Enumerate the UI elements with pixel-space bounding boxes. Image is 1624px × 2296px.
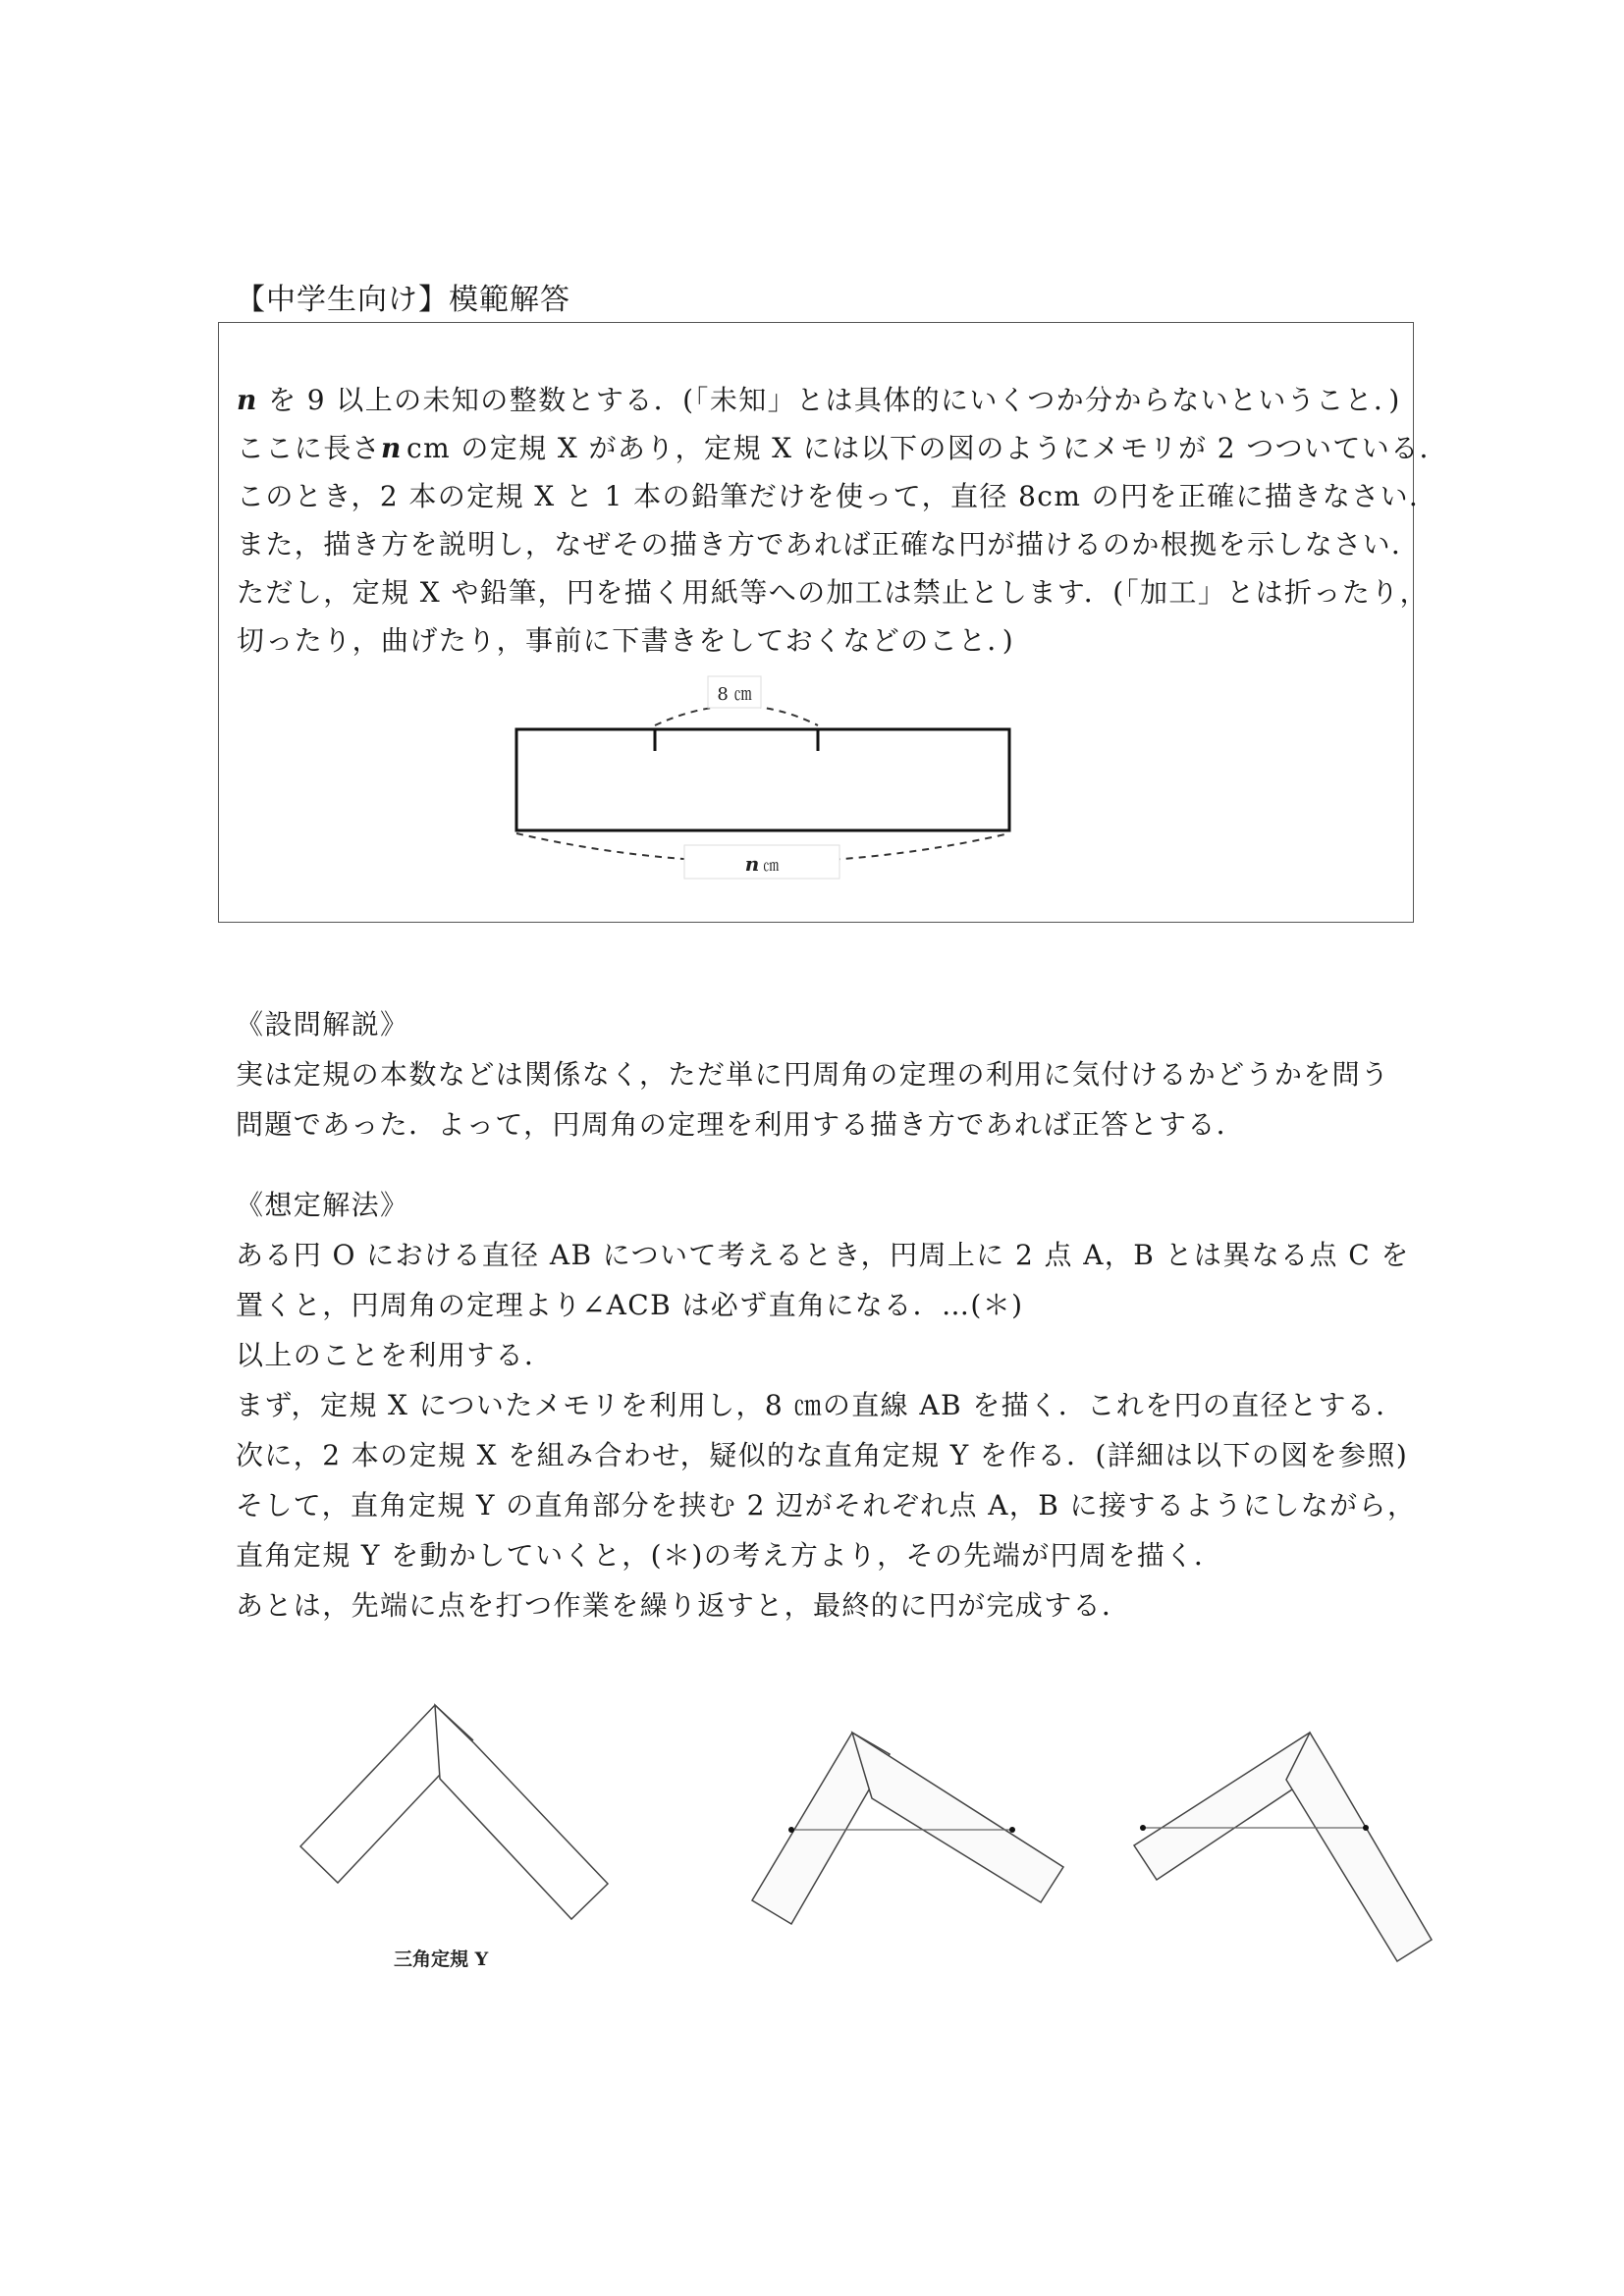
page-heading: 【中学生向け】模範解答 — [236, 283, 570, 317]
fig2-right-arm — [852, 1733, 1063, 1902]
solution-line-8: あとは，先端に点を打つ作業を繰り返すと，最終的に円が完成する． — [236, 1589, 1131, 1622]
bottom-unit: ㎝ — [763, 856, 780, 875]
solution-section — [236, 1180, 1417, 1630]
bottom-label-box — [684, 845, 839, 879]
problem-line-2: ここに長さn cm の定規 X があり，定規 X には以下の図のようにメモリが 2 つついている． — [237, 432, 1449, 464]
mark-span-arc — [655, 706, 818, 725]
problem-line-4: また，描き方を説明し，なぜその描き方であれば正確な円が描けるのか根拠を示しなさい． — [237, 528, 1421, 561]
fig2-point-b — [1009, 1827, 1015, 1833]
explanation-title: 《設問解説》 — [236, 1008, 409, 1041]
solution-line-3: 以上のことを利用する． — [236, 1339, 554, 1371]
ruler-y-right-arm — [435, 1705, 608, 1919]
bottom-var: n — [744, 852, 760, 876]
problem-box — [218, 322, 1449, 923]
problem-line-5: ただし，定規 X や鉛筆，円を描く用紙等への加工は禁止とします．(「加工」とは折ったり， — [237, 576, 1430, 609]
fig2-point-a — [788, 1827, 794, 1833]
problem-line-1: n を 9 以上の未知の整数とする．(「未知」とは具体的にいくつか分からないということ．) — [237, 384, 1401, 416]
construction-figure-2 — [752, 1733, 1063, 1924]
fig3-point-a — [1140, 1825, 1146, 1831]
top-label: 8 ㎝ — [717, 684, 752, 705]
problem-line-3: このとき，2 本の定規 X と 1 本の鉛筆だけを使って，直径 8cm の円を正確に描きなさい． — [237, 480, 1438, 512]
explanation-line-1: 実は定規の本数などは関係なく，ただ単に円周角の定理の利用に気付けるかどうかを問う — [236, 1058, 1390, 1091]
problem-line-6: 切ったり，曲げたり，事前に下書きをしておくなどのこと．) — [237, 624, 1015, 657]
figures-area — [0, 1669, 1624, 2002]
figure-caption: 三角定規 Y — [394, 1949, 489, 1970]
fig3-point-b — [1363, 1825, 1369, 1831]
solution-line-4: まず，定規 X についたメモリを利用し，8 ㎝の直線 AB を描く．これを円の直径とする． — [236, 1389, 1405, 1421]
var-n: n — [381, 432, 403, 464]
ruler-x-diagram — [219, 323, 1449, 924]
solution-line-5: 次に，2 本の定規 X を組み合わせ，疑似的な直角定規 Y を作る．(詳細は以下の図を参照) — [236, 1439, 1409, 1471]
solution-line-7: 直角定規 Y を動かしていくと，(＊)の考え方より，その先端が円周を描く． — [236, 1539, 1223, 1572]
solution-title: 《想定解法》 — [236, 1189, 409, 1221]
explanation-line-2: 問題であった．よって，円周角の定理を利用する描き方であれば正答とする． — [236, 1108, 1246, 1141]
solution-line-2: 置くと，円周角の定理より∠ACB は必ず直角になる．…(＊) — [236, 1289, 1024, 1321]
fig3-right-arm — [1286, 1733, 1432, 1961]
explanation-section — [236, 999, 1414, 1149]
construction-figure-3 — [1134, 1733, 1432, 1961]
right-angle-ruler-y-figure — [300, 1705, 608, 1919]
solution-line-1: ある円 O における直径 AB について考えるとき，円周上に 2 点 A，B とは異なる点 C を — [236, 1239, 1410, 1271]
solution-line-6: そして，直角定規 Y の直角部分を挟む 2 辺がそれぞれ点 A，B に接するようにしながら， — [236, 1489, 1417, 1522]
var-n: n — [237, 384, 258, 416]
ruler-body — [516, 729, 1009, 830]
